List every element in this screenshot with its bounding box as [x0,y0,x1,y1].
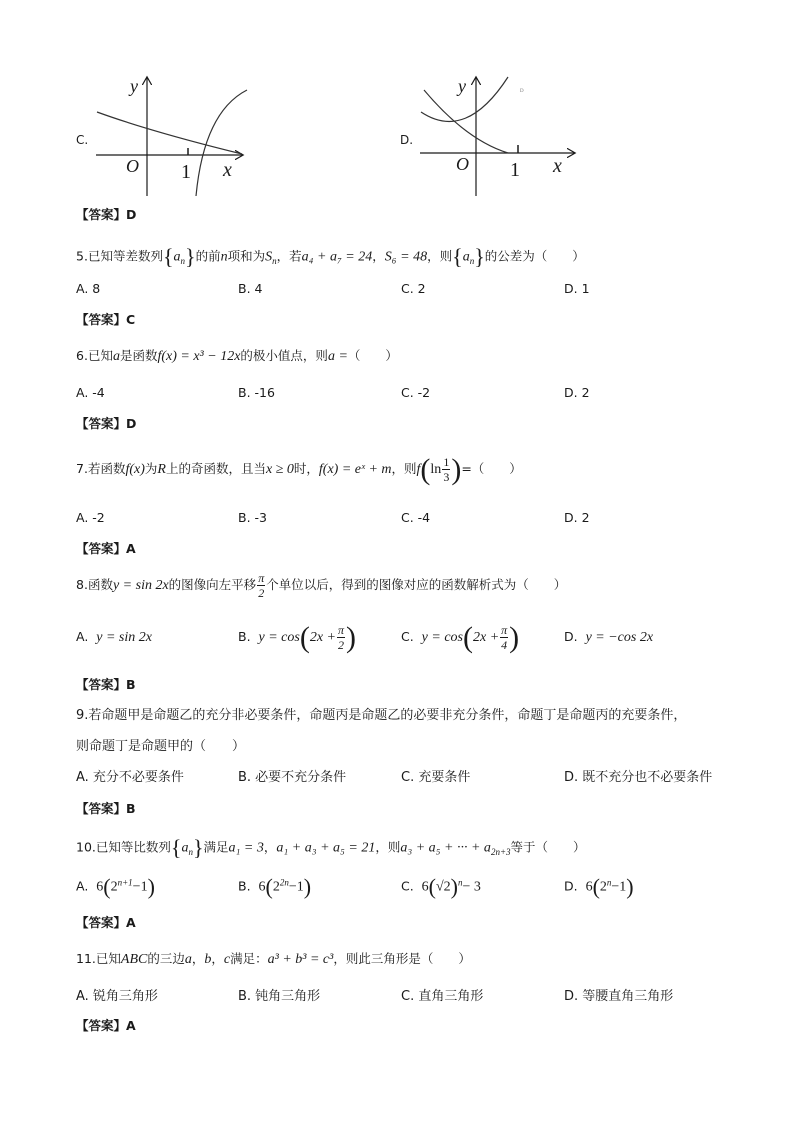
q5-stem: 5.已知等差数列$\{a_n\}$的前n项和为$S_n$，若a₄ + a₇ = 24，S₆ = 48，则$\{a_n\}$的公差为（ ） [76,244,585,269]
graph-c-label: C. [76,133,89,147]
q9-option-c[interactable]: C. 充要条件 [401,770,471,785]
q9-stem-line1: 9.若命题甲是命题乙的充分非必要条件，命题丙是命题乙的必要非充分条件，命题丁是命题丙的充要条件， [76,708,687,723]
q8-option-c[interactable]: C. y = cos(2x + $\frac{\pi}{4}$ ) [401,621,520,654]
q7-option-b[interactable]: B. -3 [238,510,267,525]
graph-c-tick-label: 1 [181,161,191,183]
q5-option-c[interactable]: C. 2 [401,281,426,296]
q6-answer: 【答案】D [76,416,137,431]
graph-d-label: D. [400,133,414,147]
graph-d-small-mark: D [520,89,524,94]
q10-option-a[interactable]: A. $6(2^{n+1}-1)$ [76,874,155,899]
q8-answer: 【答案】B [76,677,136,692]
q6-option-c[interactable]: C. -2 [401,385,431,400]
q6-stem: 6.已知a是函数f(x) = x³ − 12x的极小值点，则a =（ ） [76,348,398,364]
q9-stem-line2: 则命题丁是命题甲的（ ） [76,739,246,754]
q10-option-b[interactable]: B. $6(2^{2n}-1)$ [238,874,312,899]
q7-option-d[interactable]: D. 2 [564,510,590,525]
q9-option-b[interactable]: B. 必要不充分条件 [238,770,347,785]
q8-option-b[interactable]: B. y = cos(2x + $\frac{\pi}{2}$ ) [238,621,357,654]
q11-stem: 11.已知ABC的三边a，b，c满足：a³ + b³ = c³，则此三角形是（ ） [76,951,471,967]
q6-option-a[interactable]: A. -4 [76,385,105,400]
graph-c [92,72,262,202]
q9-option-d[interactable]: D. 既不充分也不必要条件 [564,770,713,785]
q5-answer: 【答案】C [76,312,136,327]
q7-option-a[interactable]: A. -2 [76,510,105,525]
graph-d-tick-label: 1 [510,159,520,181]
q5-option-a[interactable]: A. 8 [76,281,101,296]
graph-c-curve-exp [97,112,242,154]
q8-stem: 8.函数y = sin 2x的图像向左平移 $\frac{\pi}{2}$ 个单位以后，得到的图像对应的函数解析式为（ ） [76,571,567,600]
graph-d-y-label: y [458,76,466,96]
q11-option-c[interactable]: C. 直角三角形 [401,989,484,1004]
graph-c-origin: O [126,156,139,176]
q11-answer: 【答案】A [76,1018,136,1033]
graph-d-x-label: x [553,155,562,177]
q10-answer: 【答案】A [76,915,136,930]
q7-option-c[interactable]: C. -4 [401,510,431,525]
q11-option-a[interactable]: A. 锐角三角形 [76,989,158,1004]
q9-answer: 【答案】B [76,801,136,816]
graph-d-origin: O [456,154,469,174]
q6-option-d[interactable]: D. 2 [564,385,590,400]
graph-c-x-label: x [223,159,232,181]
q7-stem: 7.若函数f(x)为R上的奇函数，且当x ≥ 0时，f(x) = eˣ + m，则f(ln $\frac{1}{3}$ )=（ ） [76,453,522,486]
q11-option-b[interactable]: B. 钝角三角形 [238,989,321,1004]
q10-option-c[interactable]: C. $6(√2)^n- 3$ [401,874,481,899]
q11-option-d[interactable]: D. 等腰直角三角形 [564,989,674,1004]
graph-c-curve-log [196,90,247,196]
q8-option-d[interactable]: D. y = −cos 2x [564,629,654,645]
q9-option-a[interactable]: A. 充分不必要条件 [76,770,184,785]
q5-option-b[interactable]: B. 4 [238,281,263,296]
q4-answer: 【答案】D [76,207,137,222]
q10-option-d[interactable]: D. $6(2^n-1)$ [564,874,634,899]
q6-option-b[interactable]: B. -16 [238,385,275,400]
q8-option-a[interactable]: A. y = sin 2x [76,629,152,645]
graph-d-curve-dec [424,90,508,153]
q5-option-d[interactable]: D. 1 [564,281,590,296]
q10-stem: 10.已知等比数列$\{a_n\}$满足a₁ = 3，a₁ + a₃ + a₅ = 21，则a₃ + a₅ + ··· + $a_{2n+3}$等于（ ） [76,835,586,860]
graph-c-y-label: y [130,76,138,96]
q7-answer: 【答案】A [76,541,136,556]
graph-d [416,72,586,202]
